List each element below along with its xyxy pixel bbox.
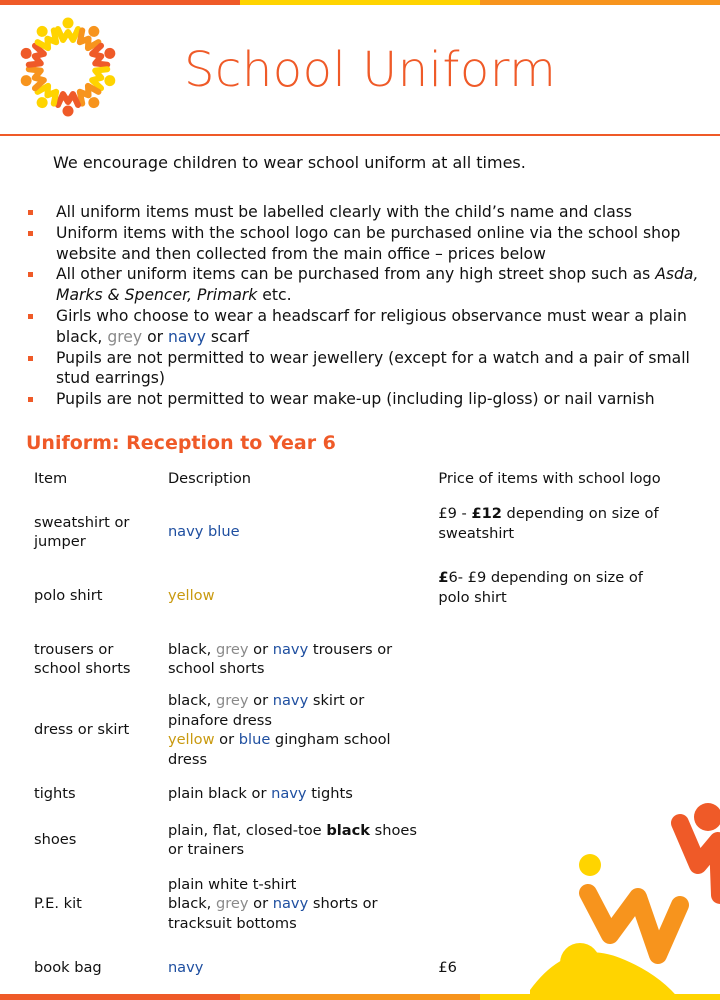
item-cell: trousers or school shorts (34, 640, 131, 677)
intro-text: We encourage children to wear school uniform at all times. (53, 153, 526, 172)
table-row (24, 564, 684, 628)
price-cell: £9 - £12 depending on size of sweatshirt (438, 505, 659, 542)
dancing-figures-decoration-icon (530, 785, 720, 1000)
table-row (24, 628, 684, 690)
section-heading: Uniform: Reception to Year 6 (26, 432, 336, 454)
description-cell: plain, flat, closed-toe black shoes or trainers (167, 821, 417, 858)
bullet-icon (28, 272, 33, 277)
table-row (24, 500, 684, 564)
price-cell (428, 690, 684, 770)
bullet-icon (28, 231, 33, 236)
table-header-row (24, 458, 684, 500)
description-cell: yellow (167, 587, 215, 605)
list-item: All other uniform items can be purchased from any high street shop such as Asda, Marks & Spencer, Primark etc. (24, 264, 704, 306)
header-description: Description (167, 470, 252, 488)
description-cell: plain black or navy tights (167, 785, 353, 803)
list-item: Pupils are not permitted to wear make-up (including lip-gloss) or nail varnish (24, 389, 704, 410)
description-cell: navy (167, 959, 204, 977)
bullet-icon (28, 397, 33, 402)
page-title: School Uniform (184, 42, 557, 98)
list-item: Uniform items with the school logo can be purchased online via the school shop website and then collected from the main office – prices below (24, 223, 704, 265)
sun-figures-logo-icon (6, 10, 140, 120)
description-cell: plain white t-shirt black, grey or navy shorts or tracksuit bottoms (167, 875, 378, 932)
description-cell: black, grey or navy trousers or school shorts (167, 640, 393, 677)
top-color-bar (0, 0, 720, 5)
bullet-icon (28, 314, 33, 319)
bullet-icon (28, 210, 33, 215)
bullet-icon (28, 356, 33, 361)
title-divider (0, 134, 720, 136)
item-cell: polo shirt (34, 587, 103, 605)
price-cell: £6- £9 depending on size of polo shirt (438, 569, 643, 606)
bottom-color-bar (0, 994, 720, 1000)
description-cell: black, grey or navy skirt or pinafore dress yellow or blue gingham school dress (167, 692, 391, 768)
item-cell: shoes (34, 831, 77, 849)
list-item: Girls who choose to wear a headscarf for religious observance must wear a plain black, grey or navy scarf (24, 306, 704, 348)
uniform-rules-list (24, 202, 704, 410)
price-cell: £6 (438, 959, 457, 977)
item-cell: book bag (34, 959, 102, 977)
list-item: Pupils are not permitted to wear jewellery (except for a watch and a pair of small stud earrings) (24, 348, 704, 390)
item-cell: dress or skirt (34, 721, 130, 739)
description-cell: navy blue (167, 523, 240, 541)
header-item: Item (34, 470, 68, 488)
item-cell: tights (34, 785, 76, 803)
table-row (24, 690, 684, 770)
header-price: Price of items with school logo (438, 470, 661, 488)
list-item: All uniform items must be labelled clearly with the child’s name and class (24, 202, 704, 223)
item-cell: P.E. kit (34, 895, 82, 913)
price-cell (428, 628, 684, 690)
item-cell: sweatshirt or jumper (34, 513, 130, 550)
